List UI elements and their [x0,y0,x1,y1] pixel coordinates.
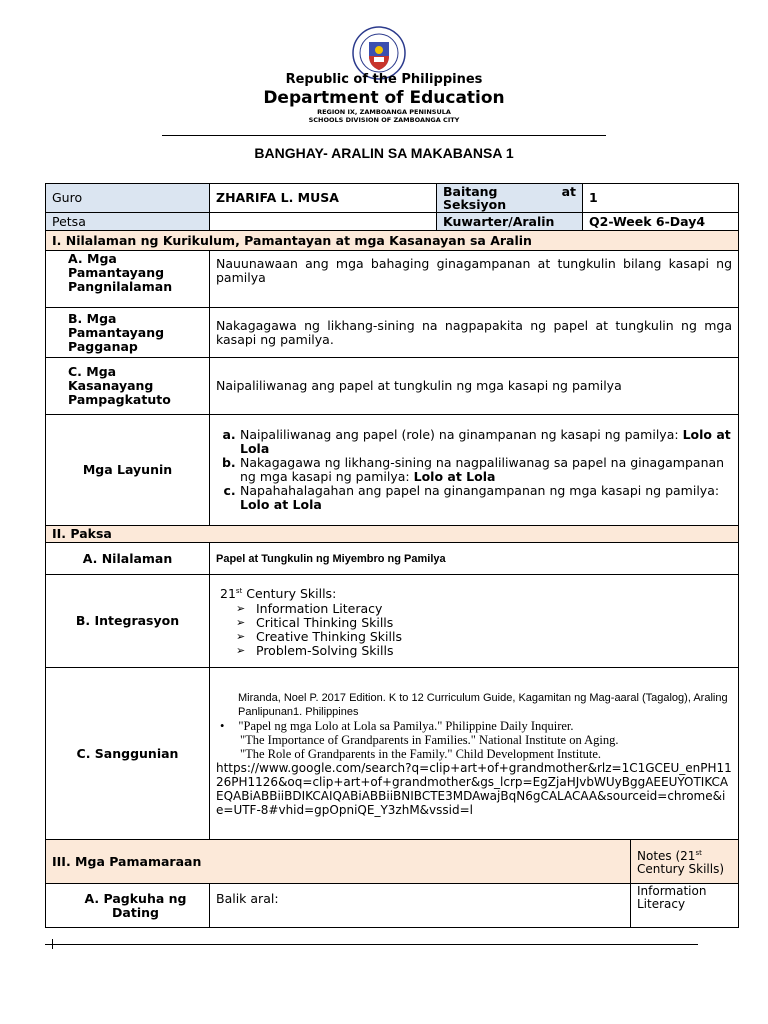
reference-item: • "Papel ng mga Lolo at Lola sa Pamilya." Philippine Daily Inquirer. [220,718,574,733]
table-row [46,358,739,415]
footer-tick [52,939,53,949]
footer-line [45,944,698,945]
department-title: Department of Education [263,88,505,108]
republic-line: Republic of the Philippines [285,72,483,87]
pagkuha-label: A. Pagkuha ng Dating [46,884,210,928]
page-title: BANGHAY- ARALIN SA MAKABANSA 1 [254,145,514,161]
pagkuha-value: Balik aral: [210,884,631,928]
layunin-list [216,428,732,512]
table-row [46,213,739,231]
table-row [46,575,739,668]
table-row [46,526,739,543]
sanggunian-label: C. Sanggunian [46,668,210,840]
kasanayan-label: C. Mga Kasanayang Pampagkatuto [46,358,210,415]
pangnilalaman-value: Nauunawaan ang mga bahaging ginagampanan at tungkulin bilang kasapi ng pamilya [210,251,739,308]
baitang-label: Baitang at Seksiyon [437,184,583,213]
table-row [46,543,739,575]
division-line: SCHOOLS DIVISION OF ZAMBOANGA CITY [308,116,460,124]
table-row [46,231,739,251]
list-item: c. Napahahalagahan ang papel na ginangampanan ng mga kasapi ng pamilya: Lolo at Lola [240,484,732,512]
table-row [46,251,739,308]
guro-value: ZHARIFA L. MUSA [210,184,437,213]
baitang-value: 1 [583,184,739,213]
pagganap-label: B. Mga Pamantayang Pagganap [46,308,210,358]
pagganap-value: Nakagagawa ng likhang-sining na nagpapakita ng papel at tungkulin ng mga kasapi ng pamilya. [210,308,739,358]
section-2-heading: II. Paksa [46,526,739,543]
nilalaman-label: A. Nilalaman [46,543,210,575]
table-row [46,668,739,840]
reference-item: "The Importance of Grandparents in Families." National Institute on Aging. [240,732,619,747]
region-line: REGION IX, ZAMBOANGA PENINSULA [317,108,451,116]
table-row [46,184,739,213]
kuwarter-label: Kuwarter/Aralin [437,213,583,231]
layunin-list-cell [210,415,739,526]
list-item: ➢ Creative Thinking Skills [256,630,732,644]
kasanayan-value: Naipaliliwanag ang papel at tungkulin ng mga kasapi ng pamilya [210,358,739,415]
integrasyon-label: B. Integrasyon [46,575,210,668]
list-item: b. Nakagagawa ng likhang-sining na nagpaliliwanag sa papel na ginagampanan ng mga kasapi ng pamilya: Lolo at Lola [240,456,732,484]
list-item: a. Naipaliliwanag ang papel (role) na ginampanan ng kasapi ng pamilya: Lolo at Lola [240,428,732,456]
reference-item: "The Role of Grandparents in the Family." Child Development Institute. [240,746,602,761]
kuwarter-value: Q2-Week 6-Day4 [583,213,739,231]
skills-list [220,602,732,658]
table-row [46,884,739,928]
petsa-value [210,213,437,231]
table-row [46,840,739,884]
pangnilalaman-label: A. Mga Pamantayang Pangnilalaman [46,251,210,308]
petsa-label: Petsa [46,213,210,231]
layunin-label: Mga Layunin [46,415,210,526]
integrasyon-cell [210,575,739,668]
table-row [46,308,739,358]
list-item: ➢ Problem-Solving Skills [256,644,732,658]
sanggunian-cell [210,668,739,840]
section-1-heading: I. Nilalaman ng Kurikulum, Pamantayan at mga Kasanayan sa Aralin [46,231,739,251]
notes-heading: Notes (21st Century Skills) [631,840,739,884]
guro-label: Guro [46,184,210,213]
reference-url[interactable]: https://www.google.com/search?q=clip+art+of+grandmother&rlz=1C1GCEU_enPH1126PH1126&oq=clip+art+of+grandmother&gs_lcrp=EgZjaHJvbWUyBggAEEUYOTIKCAEQABiABBiiBDIKCAIQABiABBiiBNIBCTE3MDAwajBqN6gCALACAA&sourceid=chrome&ie=UTF-8#vhid=gpOpniQE_Y3zhM&vssid=l [216,760,732,817]
table-row [46,415,739,526]
reference-item: Miranda, Noel P. 2017 Edition. K to 12 Curriculum Guide, Kagamitan ng Mag-aaral (Tagalog), Araling Panlipunan1. Philippines [238,691,728,718]
nilalaman-value: Papel at Tungkulin ng Miyembro ng Pamilya [210,543,739,575]
list-item: ➢ Information Literacy [256,602,732,616]
list-item: ➢ Critical Thinking Skills [256,616,732,630]
pagkuha-note: Information Literacy [631,884,739,928]
header-divider [162,135,606,136]
lesson-plan-table [45,183,739,928]
section-3-heading: III. Mga Pamamaraan [46,840,631,884]
skills-title: 21st Century Skills: [220,586,337,602]
